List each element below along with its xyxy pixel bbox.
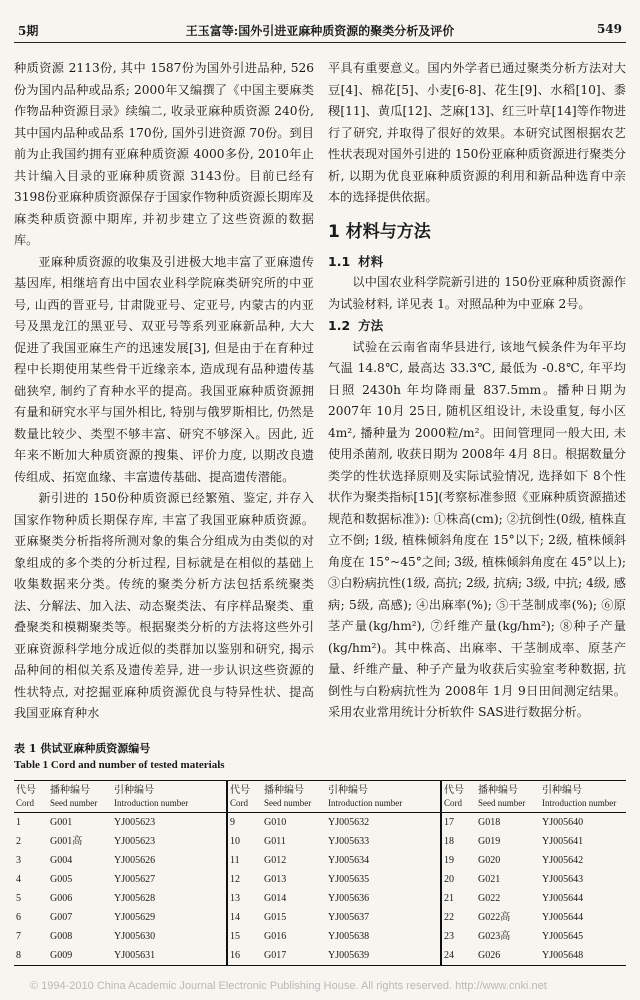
cell-introduction-number: YJ005626 [112,851,227,870]
cell-seed-number: G016 [264,931,287,942]
materials-table [14,780,626,966]
cell-introduction-number: YJ005632 [326,813,441,833]
cell-seed-number: G009 [50,950,73,961]
cell-introduction-number: YJ005645 [542,931,584,942]
cell-code: 23 [444,931,454,942]
cell-introduction-number: YJ005644 [542,912,584,923]
table-row [14,870,626,889]
table-row [14,908,626,927]
cell-introduction-number: YJ005628 [112,889,227,908]
cell-introduction-number: YJ005623 [112,832,227,851]
cell-introduction-number: YJ005623 [112,813,227,833]
right-column [328,58,626,719]
subsection-heading [328,315,626,337]
cell-seed-number: G019 [478,836,501,847]
cell-seed-number: G014 [264,893,287,904]
cell-introduction-number: YJ005640 [542,817,584,828]
cell-code: 11 [230,855,240,866]
paragraph: 亚麻种质资源的收集及引进极大地丰富了亚麻遗传基因库, 相继培育出中国农业科学院麻类研究所的中亚号, 山西的晋亚号, 甘肃陇亚号、定亚号, 内蒙古的内亚号及黑龙江的黑亚号、双亚号等系列亚麻新品种, 大大促进了我国亚麻生产的迅速发展[3], 但是由于在育种过程中长期使用某些骨干近缘亲本, 造成现有品种遗传基础狭窄, 制约了育种水平的提高。我国亚麻种质资源拥有量和研究水平与国外相比, 特别与俄罗斯相比, 仍然是数量比较少、类型不够丰富、研究不够深入。因此, 近年来不断加大种质资源的搜集、评价力度, 以期改良遗传组成、拓宽血缘、丰富遗传基础、提高遗传潜能。 [14,254,314,484]
cell-code: 14 [230,912,240,923]
cell-code: 16 [230,950,240,961]
page-number: 549 [596,22,622,36]
cell-introduction-number: YJ005641 [542,836,584,847]
cell-introduction-number: YJ005639 [326,946,441,966]
cell-introduction-number: YJ005643 [542,874,584,885]
cell-code: 19 [444,855,454,866]
cell-code: 13 [230,893,240,904]
cell-seed-number: G015 [264,912,287,923]
left-column [14,58,314,720]
cell-introduction-number: YJ005642 [542,855,584,866]
cell-code: 9 [230,817,235,828]
cell-seed-number: G013 [264,874,287,885]
table-row [14,832,626,851]
section-heading [328,219,626,245]
cell-seed-number: G001高 [50,836,83,847]
paragraph: 试验在云南省南华县进行, 该地气候条件为年平均气温 14.8℃, 最高达 33.3℃, 最低为 -0.8℃, 年平均日照 2430h 年均降雨量 837.5mm。播种日期为 2007年 10月 25日, 随机区组设计, 未设重复, 每小区 4m², 播种量为 2000粒/m²。田间管理同一般大田, 未使用杀菌剂, 收获日期为 2008年 4月 8日。根据数量分类学的性状选择原则及实际试验情况, 选择如下 8个性状作为聚类指标[15](考察标准参照《亚麻种质资源描述规范和数据标准》): ①株高(cm); ②抗倒性(0级, 植株直立不倒; 1级, 植株倾斜角度在 15°以下; 2级, 植株倾斜角度在 15°~45°之间; 3级, 植株倾斜角度在 45°以上); ③白粉病抗性(1级, 高抗; 2级, 抗病; 3级, 中抗; 4级, 感病; 5级, 高感); ④出麻率(%); ⑤干茎制成率(%); ⑥原茎产量(kg/hm²), ⑦纤维产量(kg/hm²); ⑧种子产量(kg/hm²)。其中株高、出麻率、干茎制成率、原茎产量、纤维产量、种子产量为收获后实验室考种数据, 抗倒性与白粉病抗性为 2008年 1月 9日田间测定结果。采用农业常用统计分析软件 SAS进行数据分析。 [328,339,626,719]
cell-introduction-number: YJ005635 [326,870,441,889]
copyright-footer: © 1994-2010 China Academic Journal Electronic Publishing House. All rights reserved. http://www.cnki.net [30,980,547,992]
cell-code: 6 [16,912,21,923]
table-row [14,851,626,870]
cell-seed-number: G020 [478,855,501,866]
cell-code: 1 [16,817,21,828]
table-caption-en: Table 1 Cord and number of tested materials [14,759,225,771]
cell-seed-number: G018 [478,817,501,828]
table-row [14,946,626,966]
cell-code: 22 [444,912,454,923]
cell-code: 18 [444,836,454,847]
header-rule [14,42,626,43]
cell-seed-number: G022 [478,893,501,904]
cell-seed-number: G017 [264,950,287,961]
cell-introduction-number: YJ005634 [326,851,441,870]
subsection-number: 1.2 [328,318,351,333]
cell-seed-number: G008 [50,931,73,942]
cell-code: 17 [444,817,454,828]
header-seed: 播种编号 Seed number [476,781,540,813]
issue-number: 5期 [18,24,39,38]
cell-code: 4 [16,874,21,885]
cell-code: 5 [16,893,21,904]
subsection-title: 材料 [358,253,384,269]
section-number: 1 [328,221,340,242]
subsection-number: 1.1 [328,253,351,269]
cell-code: 7 [16,931,21,942]
cell-introduction-number: YJ005638 [326,927,441,946]
page-header [14,8,626,48]
cell-seed-number: G026 [478,950,501,961]
cell-seed-number: G001 [50,817,73,828]
subsection-title: 方法 [358,318,384,333]
table-row [14,813,626,833]
section-title: 材料与方法 [345,221,431,242]
cell-introduction-number: YJ005627 [112,870,227,889]
header-code: 代号 Cord [441,781,476,813]
cell-seed-number: G007 [50,912,73,923]
cell-code: 2 [16,836,21,847]
cell-seed-number: G006 [50,893,73,904]
cell-introduction-number: YJ005633 [326,832,441,851]
cell-seed-number: G011 [264,836,286,847]
cell-code: 15 [230,931,240,942]
cell-introduction-number: YJ005631 [112,946,227,966]
header-seed: 播种编号 Seed number [48,781,112,813]
paragraph: 种质资源 2113份, 其中 1587份为国外引进品种, 526份为国内品种或品系; 2000年又编撰了《中国主要麻类作物品种资源目录》续编二, 收录亚麻种质资源 240份, 其中国内品种或品系 170份, 国外引进资源 70份。到目前为止我国约拥有亚麻种质资源 4000多份, 2010年止共计编入目录的亚麻种质资源 3143份。目前已经有 3198份亚麻种质资源保存于国家作物种质资源长期库及麻类种质资源中期库, 并初步建立了这些资源的数据库。 [14,61,314,247]
cell-introduction-number: YJ005636 [326,889,441,908]
table-row [14,889,626,908]
table-row [14,927,626,946]
header-seed: 播种编号 Seed number [262,781,326,813]
cell-introduction-number: YJ005644 [542,893,584,904]
header-intro: 引种编号 Introduction number [112,781,227,813]
cell-seed-number: G010 [264,817,287,828]
cell-seed-number: G005 [50,874,73,885]
cell-introduction-number: YJ005648 [542,950,584,961]
paragraph: 以中国农业科学院新引进的 150份亚麻种质资源作为试验材料, 详见表 1。对照品种为中亚麻 2号。 [328,275,626,311]
cell-code: 21 [444,893,454,904]
cell-introduction-number: YJ005637 [326,908,441,927]
running-title: 王玉富等:国外引进亚麻种质资源的聚类分析及评价 [185,24,455,38]
cell-seed-number: G004 [50,855,73,866]
cell-seed-number: G023高 [478,931,511,942]
paragraph: 平具有重要意义。国内外学者已通过聚类分析方法对大豆[4]、棉花[5]、小麦[6-8]、花生[9]、水稻[10]、黍稷[11]、黄瓜[12]、芝麻[13]、红三叶草[14]等作物进行了研究, 并取得了很好的效果。本研究试图根据农艺性状表现对国外引进的 150份亚麻种质资源进行聚类分析, 以期为优良亚麻种质资源的利用和新品种选育中亲本的选择提供依据。 [328,61,626,204]
cell-code: 20 [444,874,454,885]
header-code: 代号 Cord [227,781,262,813]
table-header-row [14,781,626,813]
cell-introduction-number: YJ005629 [112,908,227,927]
header-code: 代号 Cord [14,781,48,813]
paragraph: 新引进的 150份种质资源已经繁殖、鉴定, 并存入国家作物种质长期保存库, 丰富了我国亚麻种质资源。亚麻聚类分析指将所测对象的集合分组成为由类似的对象组成的多个类的分析过程, 目标就是在相似的基础上收集数据来分类。传统的聚类分析方法包括系统聚类法、分解法、加入法、动态聚类法、有序样品聚类、重叠聚类和模糊聚类等。根据聚类分析的方法将这些外引亚麻资源科学地分成近似的类群加以鉴别和研究, 揭示品种间的相似关系及遗传差异, 进一步认识这些资源的性状特点, 对挖掘亚麻种质资源优良与特异性状、提高我国亚麻育种水 [14,491,314,720]
subsection-heading [328,251,626,273]
cell-seed-number: G021 [478,874,501,885]
cell-code: 10 [230,836,240,847]
table-caption-cn: 表 1 供试亚麻种质资源编号 [14,742,151,755]
cell-seed-number: G012 [264,855,287,866]
cell-introduction-number: YJ005630 [112,927,227,946]
cell-code: 24 [444,950,454,961]
header-intro: 引种编号 Introduction number [326,781,441,813]
cell-code: 8 [16,950,21,961]
cell-code: 3 [16,855,21,866]
cell-code: 12 [230,874,240,885]
cell-seed-number: G022高 [478,912,511,923]
table-caption [14,740,626,774]
header-intro: 引种编号 Introduction number [540,781,626,813]
